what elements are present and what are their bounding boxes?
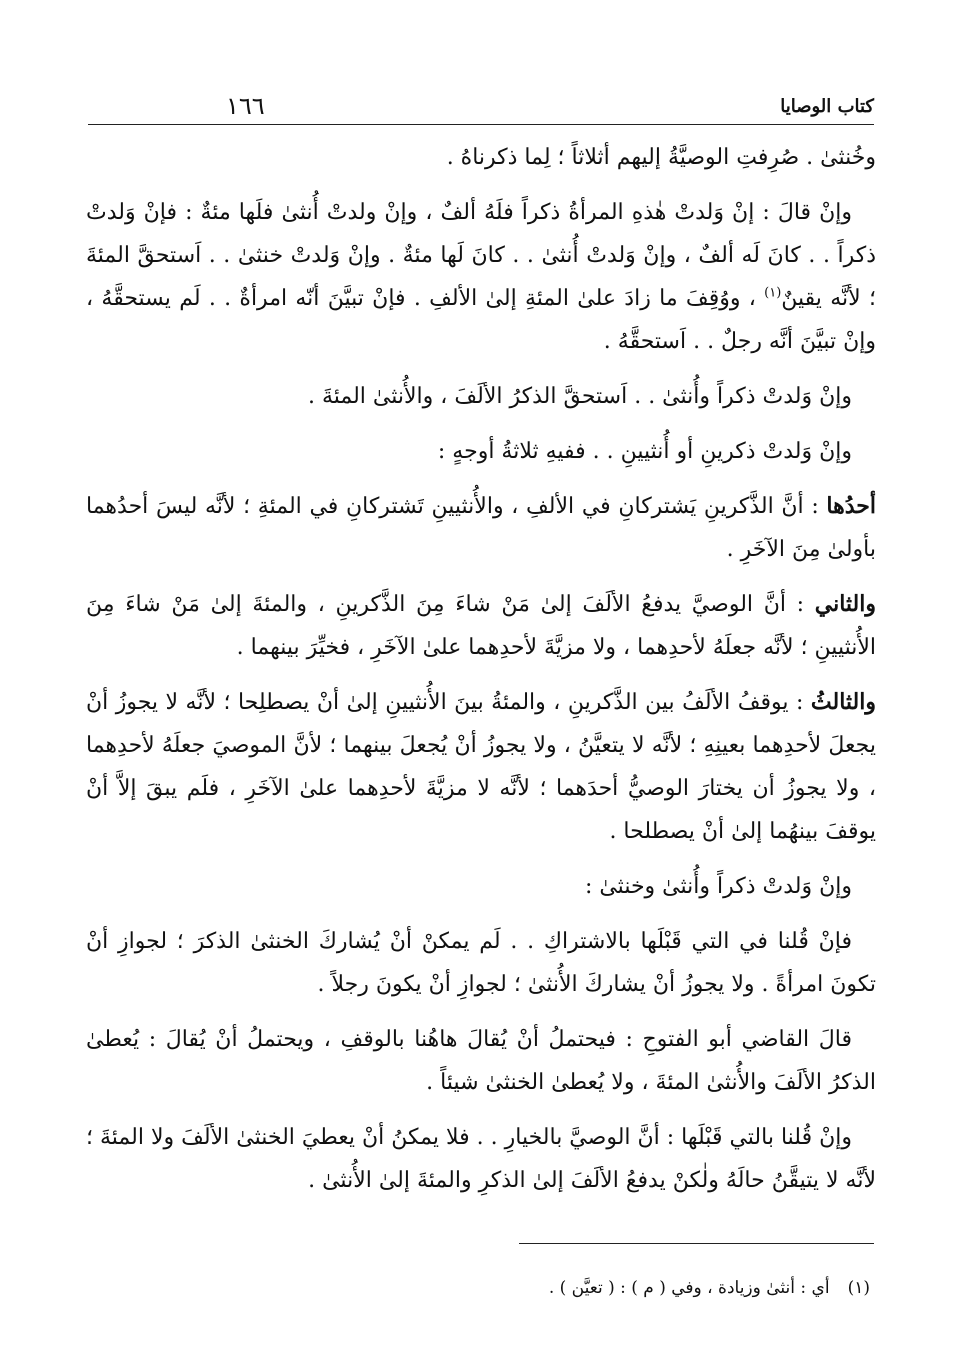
footnote-reference: (١) xyxy=(764,285,782,301)
paragraph-10: قالَ القاضي أبو الفتوحِ : فيحتملُ أنْ يُقالَ هاهُنا بالوقفِ ، ويحتملُ أنْ يُقالَ : يُعطىٰ الذكرُ الألَفَ والأُنثىٰ المئةَ ، ولا يُعطىٰ الخنثىٰ شيئاً . xyxy=(86,1027,876,1095)
paragraph-9: فإنْ قُلنا في التي قَبْلَها بالاشتراكِ . . لَم يمكنْ أنْ يُشاركَ الخنثىٰ الذكرَ ؛ لجوازِ أنْ تكونَ امرأةً . ولا يجوزُ أنْ يشاركَ الأُنثىٰ ؛ لجوازِ أنْ يكونَ رجلاً . xyxy=(86,929,876,997)
paragraph-11: وإنْ قُلنا بالتي قَبْلَها : أنَّ الوصيَّ بالخيارِ . . فلا يمكنُ أنْ يعطيَ الخنثىٰ الألَفَ ولا المئةَ ؛ لأنَّه لا يتيقَّنُ حالَهُ ولٰكنْ يدفعُ الألَفَ إلىٰ الذكرِ والمئةَ إلىٰ الأُنثىٰ . xyxy=(86,1125,876,1193)
footnote-number: (١) xyxy=(847,1278,870,1298)
paragraph-1: وخُنثىٰ . صُرِفتِ الوصيَّةُ إليهم أثلاثاً ؛ لِما ذكرناهُ . xyxy=(446,145,876,170)
paragraph-2-part-2: ، ووُقِفَ ما زادَ علىٰ المئةِ إلىٰ الألفِ . فإنْ تبيَّنَ أنّه امرأةٌ . . لَم يستحقَّهُ ، وإنْ تبيَّنَ أنَّه رجلٌ . . اَستحقَّهُ . xyxy=(86,286,876,354)
second-opinion-label: والثاني xyxy=(814,591,876,617)
footnote-text: أي : أنثىٰ وزيادة ، وفي ( م ) : ( تعيَّن ) . xyxy=(548,1278,830,1298)
third-opinion-text: : يوقفُ الألَفُ بين الذَّكرينِ ، والمئةُ بينَ الأُنثيينِ إلىٰ أنْ يصطلِحا ؛ لأنَّه لا يجوزُ أنْ يجعلَ لأحدِهما بعينِهِ ؛ لأنَّه لا يتعيَّنُ ، ولا يجوزُ أنْ يُجعلَ بينهما ؛ لأنَّ الموصيَ جعلَهُ لأحدِهما ، ولا يجوزُ أن يختارَ الوصيُّ أحدَهما ؛ لأنَّه لا مزيَّةَ لأحدِهما علىٰ الآخَرِ ، فلَم يبقَ إلاَّ أنْ يوقفَ بينهُما إلىٰ أنْ يصطلحا . xyxy=(86,690,876,844)
paragraph-2 xyxy=(86,191,876,363)
running-title: كتاب الوصايا xyxy=(780,96,874,117)
paragraph-6 xyxy=(86,583,876,669)
paragraph-3: وإنْ وَلدتْ ذكراً وأُنثىٰ . . اَستحقَّ الذكرُ الألَفَ ، والأُنثىٰ المئةَ . xyxy=(307,384,852,409)
page-number: ١٦٦ xyxy=(226,92,265,120)
first-opinion-text: : أنَّ الذَّكرينِ يَشتركانِ في الألفِ ، والأُنثيينِ تَشتركانِ في المئةِ ؛ لأنَّه ليسَ أحدُهما بأولىٰ مِنَ الآخَرِ . xyxy=(86,494,876,562)
first-opinion-label: أحدُها xyxy=(826,493,876,519)
footnote xyxy=(88,1278,870,1298)
footnote-divider xyxy=(519,1243,874,1244)
paragraph-8: وإنْ وَلدتْ ذكراً وأُنثىٰ وخنثىٰ : xyxy=(584,874,852,899)
paragraph-7 xyxy=(86,681,876,853)
paragraph-5 xyxy=(86,485,876,571)
main-text xyxy=(86,136,876,1214)
second-opinion-text: : أنَّ الوصيَّ يدفعُ الألَفَ إلىٰ مَنْ شاءَ مِنَ الذَّكرينِ ، والمئةَ إلىٰ مَنْ شاءَ مِنَ الأُنثيينِ ؛ لأنَّه جعلَهُ لأحدِهما ، ولا مزيَّةَ لأحدِهما علىٰ الآخَرِ ، فخيِّرَ بينهما . xyxy=(86,592,876,660)
page-header xyxy=(88,90,874,125)
paragraph-2-part-1: وإنْ قالَ : إنْ وَلدتْ هٰذهِ المرأةُ ذكراً فلَهُ ألفٌ ، وإنْ ولدتْ أُنثىٰ فلَها مئةٌ : فإنْ وَلدتْ ذكراً . . كانَ لَه ألفٌ ، وإنْ وَلدتْ أُنثىٰ . . كانَ لَها مئةٌ . وإنْ وَلدتْ خنثىٰ . . اَستحقَّ المئةَ ؛ لأنَّه يقينٌ xyxy=(86,200,876,311)
paragraph-4: وإنْ وَلدتْ ذكرينِ أو أُنثيينِ . . ففيهِ ثلاثةُ أوجهٍ : xyxy=(437,439,852,464)
third-opinion-label: والثالثُ xyxy=(810,689,876,715)
